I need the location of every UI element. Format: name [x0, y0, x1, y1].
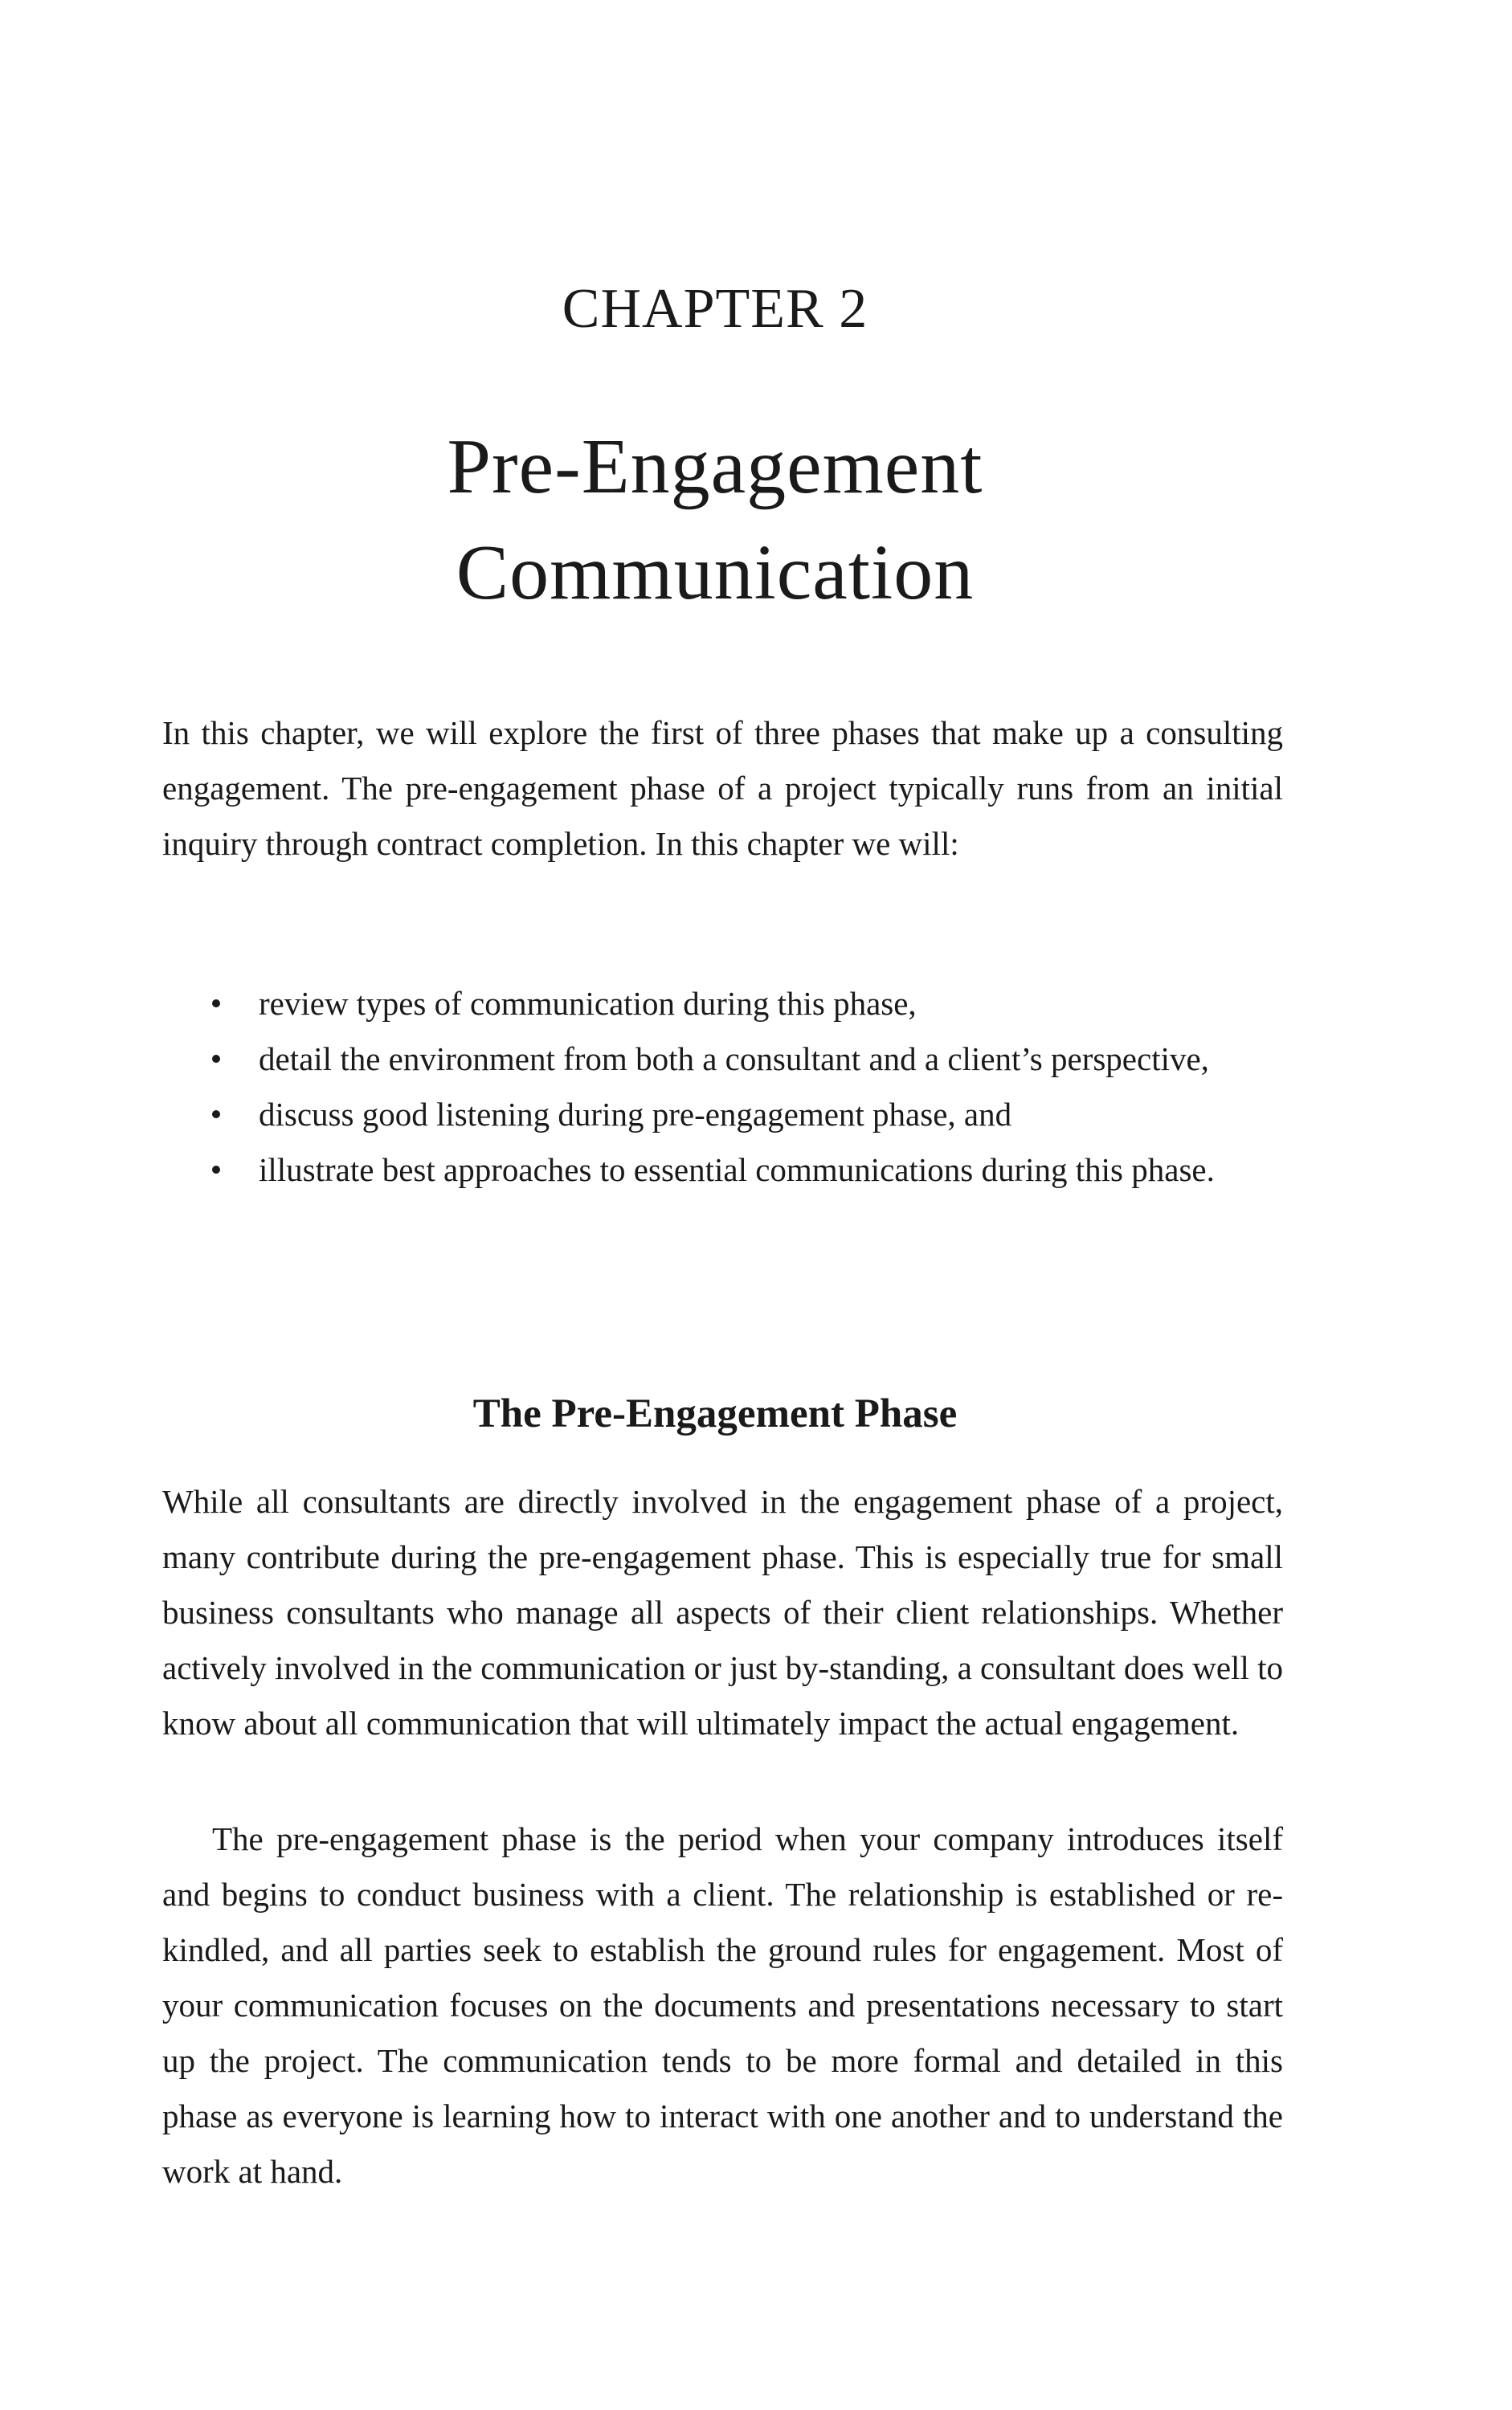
section-paragraph: While all consultants are directly involved in the engagement phase of a project, many contribute during the pre-engagement phase. This is especially true for small business consultants who manage all aspects of their client relationships. Whether actively involved in the communication or just by-standing, a consultant does well to know about all communication that will ultimately impact the actual engagement.: [162, 1483, 1283, 1742]
list-item-text: review types of communication during this phase,: [259, 985, 917, 1022]
list-item: [206, 1031, 1243, 1087]
list-item: [206, 1142, 1243, 1198]
chapter-objectives-list: [206, 976, 1243, 1198]
bullet-icon: [212, 1166, 220, 1174]
chapter-title-line-2: Communication: [456, 529, 975, 616]
section-paragraph: The pre-engagement phase is the period when your company introduces itself and begins to conduct business with a client. The relationship is established or re-kindled, and all parties seek to establish the ground rules for engagement. Most of your communication focuses on the documents and presentations necessary to start up the project. The communication tends to be more formal and detailed in this phase as everyone is learning how to interact with one another and to understand the work at hand.: [162, 1820, 1283, 2190]
chapter-label: CHAPTER 2: [562, 278, 868, 340]
section-heading: The Pre-Engagement Phase: [472, 1391, 958, 1436]
chapter-title-line-1: Pre-Engagement: [447, 423, 983, 510]
bullet-icon: [212, 1110, 220, 1118]
list-item-text: illustrate best approaches to essential communications during this phase.: [259, 1151, 1215, 1188]
intro-paragraph: In this chapter, we will explore the first of three phases that make up a consulting engagement. The pre-engagement phase of a project typically runs from an initial inquiry through contract completion. In this chapter we will:: [162, 714, 1283, 862]
bullet-icon: [212, 999, 220, 1007]
chapter-title: [0, 414, 1430, 626]
list-item-text: detail the environment from both a consultant and a client’s perspective,: [259, 1040, 1209, 1077]
bullet-icon: [212, 1055, 220, 1063]
list-item-text: discuss good listening during pre-engagement phase, and: [259, 1096, 1012, 1133]
list-item: [206, 1087, 1243, 1142]
list-item: [206, 976, 1243, 1031]
